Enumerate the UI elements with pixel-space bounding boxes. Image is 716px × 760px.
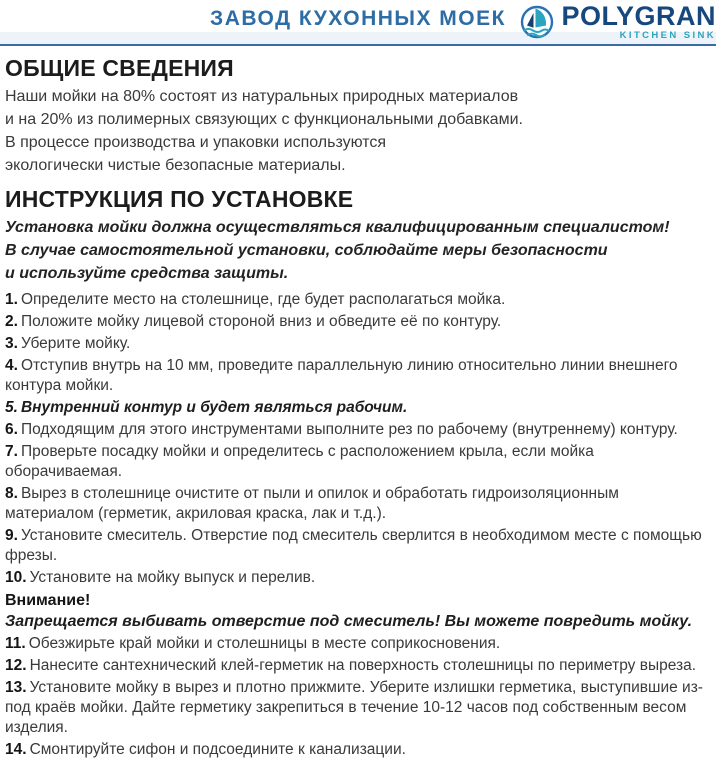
step-text: Подходящим для этого инструментами выполните рез по рабочему (внутреннему) контуру. <box>20 421 678 438</box>
step-number: 13. <box>5 679 27 696</box>
attention-title: Внимание! <box>5 592 91 609</box>
installation-steps <box>5 290 711 760</box>
step-text: Установите смеситель. Отверстие под смеситель сверлится в необходимом месте с помощью фрезы. <box>5 527 702 564</box>
warning-line: В случае самостоятельной установки, соблюдайте меры безопасности <box>5 242 608 259</box>
installer-warning <box>5 216 711 285</box>
step-text: Уберите мойку. <box>20 335 131 352</box>
step-item <box>5 656 711 676</box>
step-text: Смонтируйте сифон и подсоедините к канализации. <box>29 741 406 758</box>
install-instructions-heading: ИНСТРУКЦИЯ ПО УСТАНОВКЕ <box>5 186 354 212</box>
step-number: 14. <box>5 741 27 758</box>
step-item <box>5 442 711 482</box>
paragraph-line: В процессе производства и упаковки используются <box>5 134 387 151</box>
step-number: 6. <box>5 421 18 438</box>
step-number: 11. <box>5 635 26 652</box>
page-header <box>0 0 716 46</box>
warning-line: Установка мойки должна осуществляться квалифицированным специалистом! <box>5 219 670 236</box>
step-item <box>5 740 711 760</box>
step-item <box>5 568 711 588</box>
step-number: 8. <box>5 485 18 502</box>
sailboat-in-circle-icon <box>515 3 559 52</box>
paragraph-line: и на 20% из полимерных связующих с функциональными добавками. <box>5 111 523 128</box>
step-text: Внутренний контур и будет являться рабочим. <box>20 399 408 416</box>
step-number: 7. <box>5 443 18 460</box>
general-info-paragraph <box>5 85 711 177</box>
polygran-logo <box>515 2 716 52</box>
step-item <box>5 420 711 440</box>
paragraph-line: экологически чистые безопасные материалы. <box>5 157 346 174</box>
step-item <box>5 634 711 654</box>
document-body <box>0 55 716 760</box>
general-info-heading: ОБЩИЕ СВЕДЕНИЯ <box>5 55 234 81</box>
steps-part-1 <box>5 290 711 588</box>
paragraph-line: Наши мойки на 80% состоят из натуральных природных материалов <box>5 88 519 105</box>
step-number: 2. <box>5 313 18 330</box>
logo-wordmark <box>561 2 716 41</box>
warning-line: и используйте средства защиты. <box>5 265 289 282</box>
attention-text: Запрещается выбивать отверстие под смеситель! Вы можете повредить мойку. <box>5 613 693 630</box>
step-text: Нанесите сантехнический клей-герметик на поверхность столешницы по периметру выреза. <box>29 657 697 674</box>
step-number: 9. <box>5 527 18 544</box>
step-number: 1. <box>5 291 18 308</box>
step-number: 3. <box>5 335 18 352</box>
step-item <box>5 484 711 524</box>
step-item <box>5 334 711 354</box>
step-number: 10. <box>5 569 27 586</box>
step-number: 5. <box>5 399 18 416</box>
brand-name: POLYGRAN <box>561 1 716 31</box>
step-text: Обезжирьте край мойки и столешницы в месте соприкосновения. <box>28 635 501 652</box>
factory-title: ЗАВОД КУХОННЫХ МОЕК <box>210 7 506 30</box>
step-text: Отступив внутрь на 10 мм, проведите параллельную линию относительно линии внешнего контура мойки. <box>5 357 678 394</box>
step-number: 12. <box>5 657 27 674</box>
step-text: Положите мойку лицевой стороной вниз и обведите её по контуру. <box>20 313 502 330</box>
step-item <box>5 356 711 396</box>
step-text: Вырез в столешнице очистите от пыли и опилок и обработать гидроизоляционным материалом (герметик, акриловая краска, лак и т.д.). <box>5 485 619 522</box>
step-text: Определите место на столешнице, где будет располагаться мойка. <box>20 291 506 308</box>
step-number: 4. <box>5 357 18 374</box>
step-item <box>5 526 711 566</box>
brand-subtitle: KITCHEN SINK <box>619 30 716 41</box>
step-item <box>5 312 711 332</box>
step-item <box>5 678 711 738</box>
steps-part-2 <box>5 634 711 760</box>
step-text: Проверьте посадку мойки и определитесь с расположением крыла, если мойка оборачиваемая. <box>5 443 594 480</box>
step-item <box>5 398 711 418</box>
step-text: Установите на мойку выпуск и перелив. <box>29 569 316 586</box>
step-item <box>5 290 711 310</box>
step-text: Установите мойку в вырез и плотно прижмите. Уберите излишки герметика, выступившие из-под краёв мойки. Дайте герметику закрепиться в течение 10-12 часов под собственным весом изделия. <box>5 679 703 736</box>
